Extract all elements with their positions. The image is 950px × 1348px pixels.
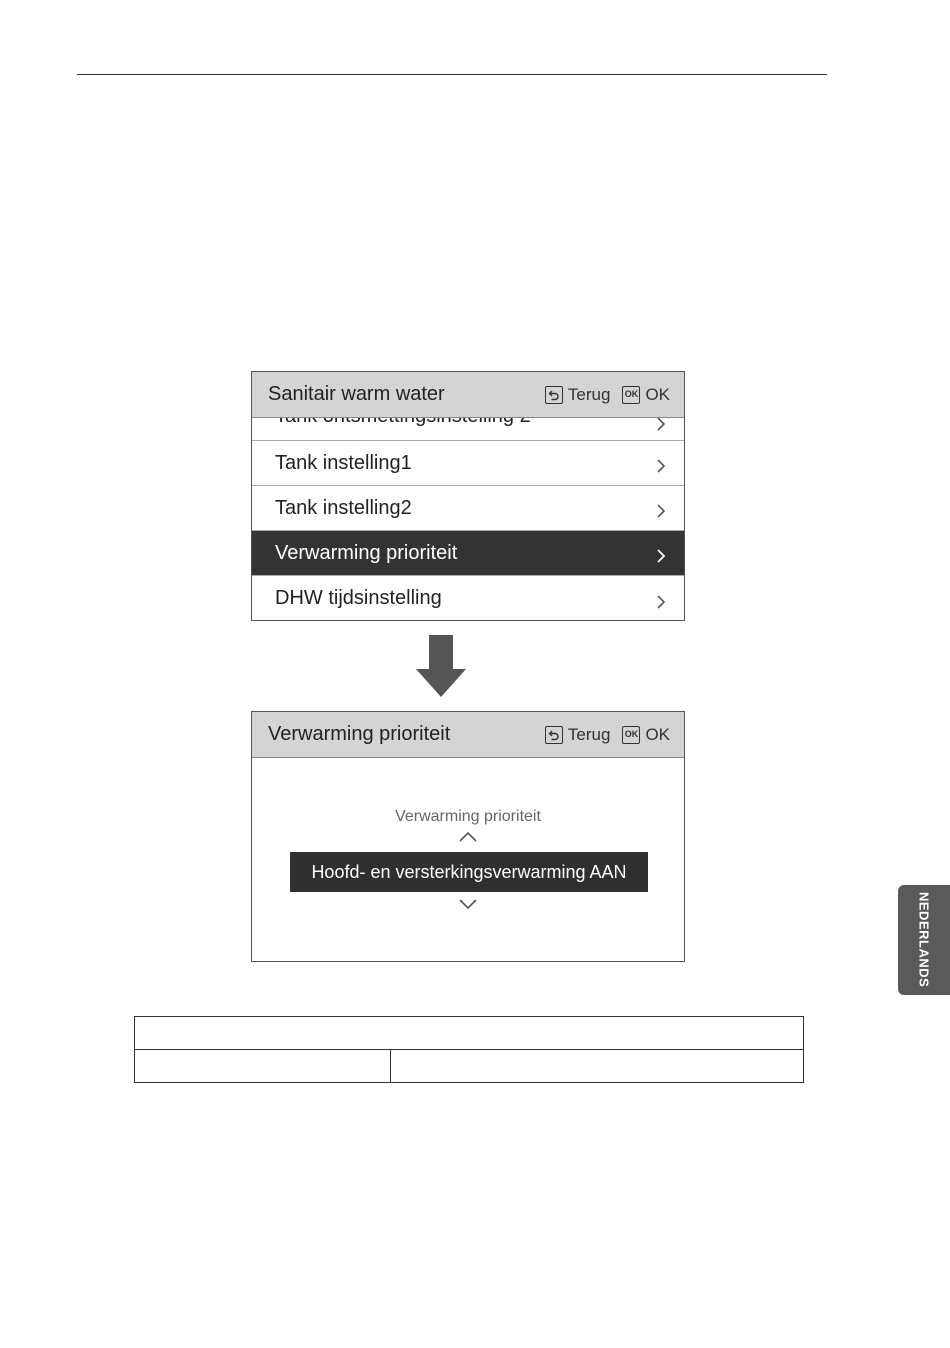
menu-item-dhw-tijdsinstelling[interactable]: [252, 576, 684, 621]
value-picker: [252, 758, 684, 961]
header-actions: [545, 725, 670, 745]
info-table: [134, 1016, 804, 1083]
picker-label: Verwarming prioriteit: [395, 808, 541, 825]
back-label: Terug: [567, 384, 611, 404]
chevron-right-icon: [656, 592, 666, 606]
back-label: Terug: [567, 724, 611, 744]
back-button[interactable]: [545, 385, 611, 405]
menu-screen: [251, 371, 685, 621]
caret-down-icon[interactable]: [459, 899, 477, 909]
picker-value[interactable]: Hoofd- en versterkingsverwarming AAN: [290, 852, 648, 892]
header-actions: [545, 385, 670, 405]
setting-screen: [251, 711, 685, 962]
menu-item-label: Tank instelling1: [275, 451, 412, 474]
back-button[interactable]: [545, 725, 611, 745]
menu-item-label: Tank instelling2: [275, 496, 412, 519]
arrow-down-icon: [416, 635, 466, 697]
menu-item-tank-instelling2[interactable]: [252, 486, 684, 531]
table-cell: [135, 1017, 804, 1050]
screen-header: [252, 372, 684, 418]
ok-icon: OK: [622, 726, 640, 744]
screen-header: [252, 712, 684, 758]
ok-label: OK: [645, 384, 670, 404]
menu-list: [252, 418, 684, 621]
language-tab: [898, 885, 950, 995]
language-tab-label: NEDERLANDS: [916, 892, 932, 988]
screen-title: Verwarming prioriteit: [268, 723, 451, 745]
screen-title: Sanitair warm water: [268, 383, 445, 405]
table-row: [135, 1050, 804, 1083]
table-cell: [135, 1050, 391, 1083]
table-row: [135, 1017, 804, 1050]
back-icon: [545, 726, 563, 744]
ok-button[interactable]: [622, 385, 670, 405]
menu-item-tank-instelling1[interactable]: [252, 441, 684, 486]
menu-item-label: Verwarming prioriteit: [275, 541, 458, 564]
top-rule: [77, 74, 827, 75]
caret-up-icon[interactable]: [459, 832, 477, 842]
back-icon: [545, 386, 563, 404]
chevron-right-icon: [656, 546, 666, 560]
ok-label: OK: [645, 724, 670, 744]
ok-button[interactable]: [622, 725, 670, 745]
chevron-right-icon: [656, 456, 666, 470]
ok-icon: OK: [622, 386, 640, 404]
menu-item-label: DHW tijdsinstelling: [275, 587, 442, 609]
menu-item-tank-ontsmetting-2[interactable]: [252, 418, 684, 441]
table-cell: [391, 1050, 804, 1083]
menu-item-verwarming-prioriteit[interactable]: [252, 531, 684, 576]
chevron-right-icon: [656, 501, 666, 515]
